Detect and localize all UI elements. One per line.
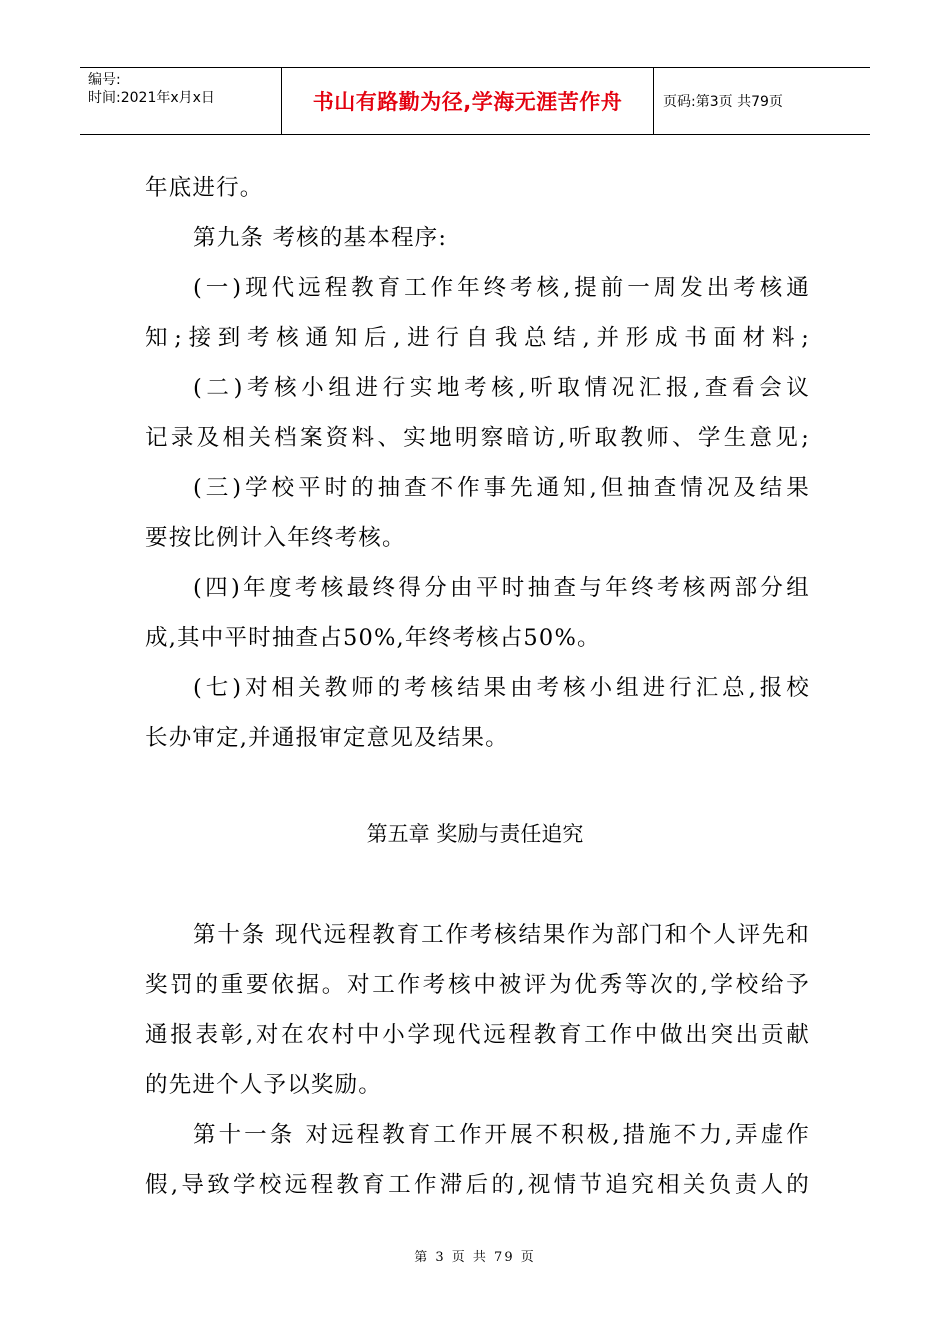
chapter-title: 第五章 奖励与责任追究: [366, 822, 584, 846]
body-line: 知;接到考核通知后,进行自我总结,并形成书面材料;: [145, 325, 810, 351]
body-line: 成,其中平时抽查占50%,年终考核占50%。: [145, 625, 601, 651]
body-line: (四)年度考核最终得分由平时抽查与年终考核两部分组: [193, 575, 810, 601]
body-line: 通报表彰,对在农村中小学现代远程教育工作中做出突出贡献: [145, 1022, 810, 1048]
page-header: [80, 67, 870, 135]
body-line: (一)现代远程教育工作年终考核,提前一周发出考核通: [193, 275, 810, 301]
page-footer: 第 3 页 共 79 页: [414, 1250, 536, 1265]
body-line: 第十一条 对远程教育工作开展不积极,措施不力,弄虚作: [193, 1122, 810, 1148]
header-meta-cell: [80, 68, 282, 134]
body-line: (二)考核小组进行实地考核,听取情况汇报,查看会议: [193, 375, 810, 401]
header-page-label: 页码:第3页 共79页: [663, 94, 783, 110]
body-line: 的先进个人予以奖励。: [145, 1072, 383, 1098]
body-line: 第十条 现代远程教育工作考核结果作为部门和个人评先和: [193, 922, 810, 948]
body-line: (三)学校平时的抽查不作事先通知,但抽查情况及结果: [193, 475, 810, 501]
header-motto: 书山有路勤为径,学海无涯苦作舟: [282, 68, 654, 134]
body-line: (七)对相关教师的考核结果由考核小组进行汇总,报校: [193, 675, 810, 701]
body-line: 假,导致学校远程教育工作滞后的,视情节追究相关负责人的: [145, 1172, 810, 1198]
body-line: 要按比例计入年终考核。: [145, 525, 406, 551]
serial-label: 编号:: [88, 72, 121, 88]
body-line: 第九条 考核的基本程序:: [193, 225, 448, 251]
time-label: 时间:2021年x月x日: [88, 90, 215, 106]
body-line: 长办审定,并通报审定意见及结果。: [145, 725, 509, 751]
body-line: 记录及相关档案资料、实地明察暗访,听取教师、学生意见;: [145, 425, 810, 451]
body-line: 年底进行。: [145, 175, 264, 201]
body-line: 奖罚的重要依据。对工作考核中被评为优秀等次的,学校给予: [145, 972, 810, 998]
